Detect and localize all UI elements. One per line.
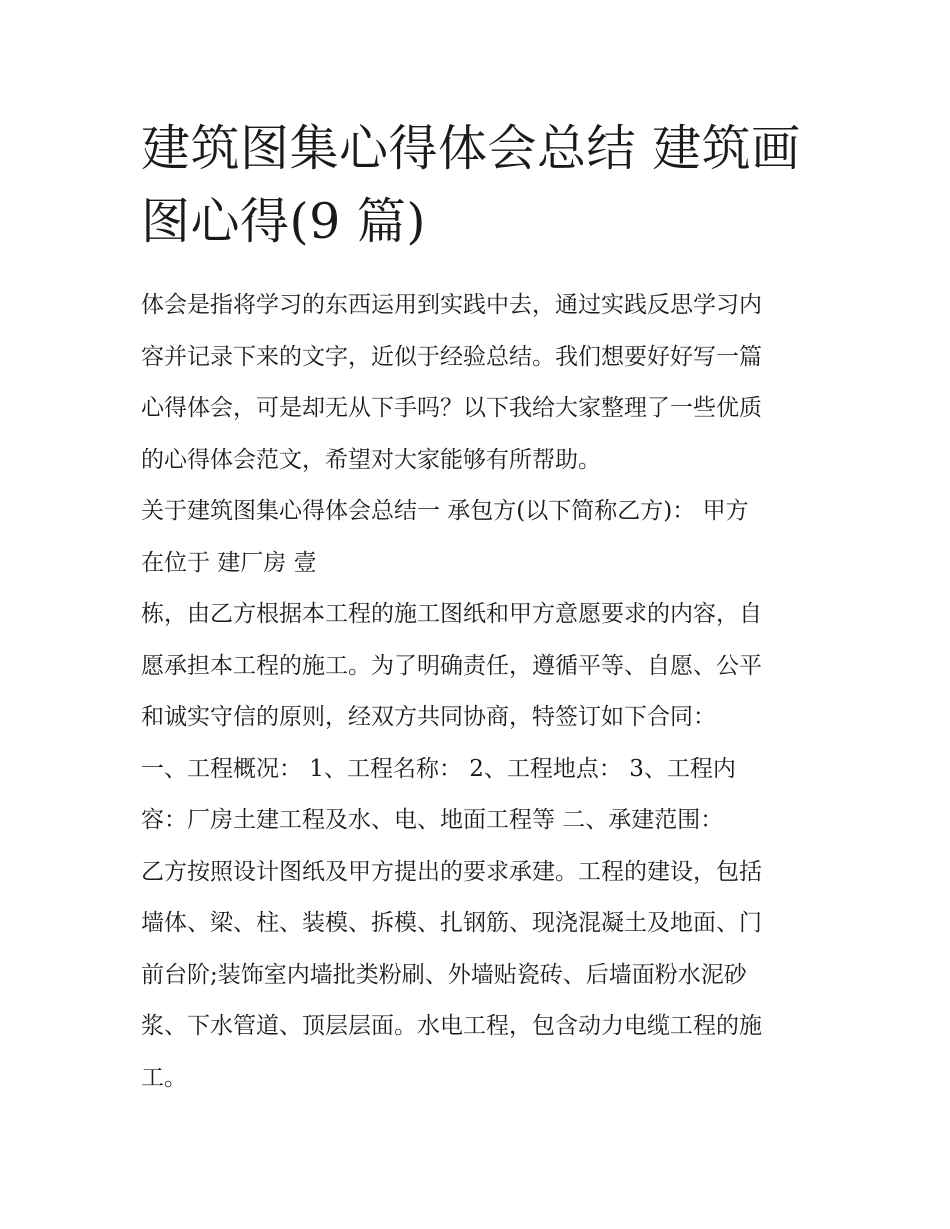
body-line: 墙体、梁、柱、装模、拆模、扎钢筋、现浇混凝土及地面、门 (141, 910, 762, 936)
body-line: 容并记录下来的文字，近似于经验总结。我们想要好好写一篇 (141, 343, 762, 370)
title-line: 图心得(9 篇) (141, 193, 426, 250)
body-line: 一、工程概况： 1、工程名称： 2、工程地点： 3、工程内 (141, 755, 736, 782)
body-line: 的心得体会范文，希望对大家能够有所帮助。 (141, 446, 601, 473)
body-line: 前台阶;装饰室内墙批类粉刷、外墙贴瓷砖、后墙面粉水泥砂 (141, 961, 747, 988)
body-line: 体会是指将学习的东西运用到实践中去，通过实践反思学习内 (141, 292, 762, 318)
body-line: 浆、下水管道、顶层层面。水电工程，包含动力电缆工程的施 (141, 1013, 762, 1039)
body-line: 栋，由乙方根据本工程的施工图纸和甲方意愿要求的内容，自 (141, 601, 762, 627)
document-body (141, 280, 821, 1104)
body-line: 乙方按照设计图纸及甲方提出的要求承建。工程的建设，包括 (141, 858, 762, 885)
title-line: 建筑图集心得体会总结 建筑画 (141, 120, 801, 177)
body-line: 容：厂房土建工程及水、电、地面工程等 二、承建范围： (141, 807, 724, 833)
body-line: 和诚实守信的原则，经双方共同协商，特签订如下合同： (141, 704, 716, 730)
body-line: 在位于 建厂房 壹 (141, 549, 317, 576)
body-line: 愿承担本工程的施工。为了明确责任，遵循平等、自愿、公平 (141, 652, 762, 679)
document-title (141, 112, 821, 258)
body-line: 工。 (141, 1064, 187, 1091)
body-line: 心得体会，可是却无从下手吗？以下我给大家整理了一些优质 (141, 395, 762, 421)
body-line: 关于建筑图集心得体会总结一 承包方(以下简称乙方)： 甲方 (141, 498, 749, 524)
